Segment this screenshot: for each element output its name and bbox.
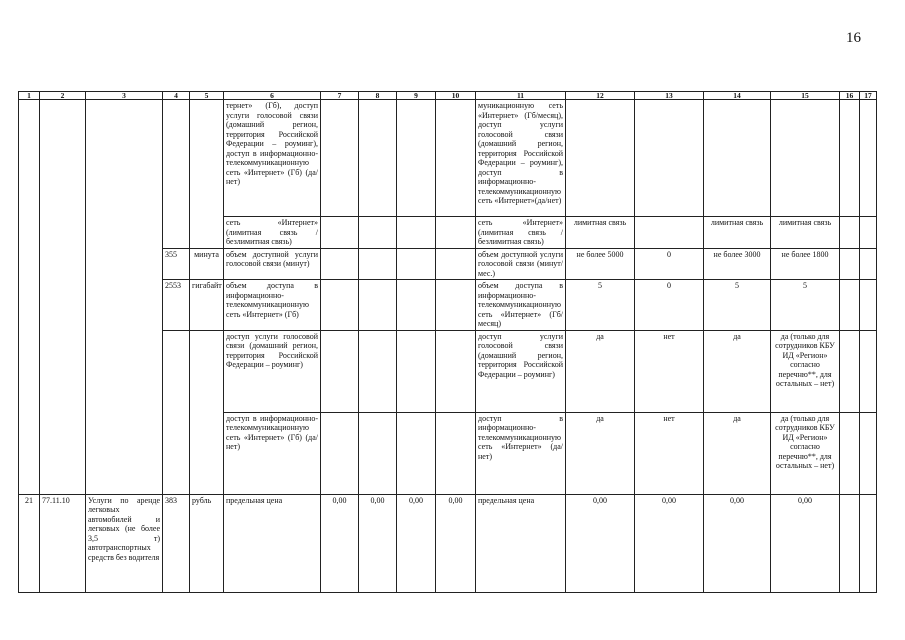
value-cell: да	[704, 412, 771, 494]
okpd-code-cell: 77.11.10	[40, 494, 86, 592]
page-number: 16	[846, 30, 861, 46]
cell	[359, 280, 397, 331]
characteristic-cell: доступ услуги голосовой связи (домашний регион, территория Российской Федерации – роуминг)	[224, 330, 321, 412]
characteristic-cell: сеть «Интернет» (лимитная связь / безлимитная связь)	[224, 217, 321, 249]
cell	[397, 280, 436, 331]
characteristic-cell: предельная цена	[476, 494, 566, 592]
value-cell: лимитная связь	[704, 217, 771, 249]
unit-name-cell: рубль	[190, 494, 224, 592]
characteristic-cell: объем доступа в информационно-телекоммуникационную сеть «Интернет» (Гб/месяц)	[476, 280, 566, 331]
col-header-5: 5	[190, 92, 224, 100]
cell	[860, 217, 877, 249]
cell	[840, 248, 860, 280]
characteristic-cell: объем доступа в информационно-телекоммуникационную сеть «Интернет» (Гб)	[224, 280, 321, 331]
value-cell: 0	[635, 248, 704, 280]
cell	[436, 100, 476, 217]
cell	[840, 217, 860, 249]
cell	[190, 330, 224, 494]
cell	[19, 100, 40, 495]
cell	[397, 330, 436, 412]
value-cell: да	[704, 330, 771, 412]
value-cell: не более 5000	[566, 248, 635, 280]
value-cell: 0,00	[359, 494, 397, 592]
cell	[321, 412, 359, 494]
cell	[321, 248, 359, 280]
requirements-table	[18, 91, 877, 593]
cell	[321, 280, 359, 331]
value-cell: да (только для сотрудников КБУ ИД «Регион» согласно перечню**, для остальных – нет)	[771, 330, 840, 412]
characteristic-cell: доступ в информационно-телекоммуникационную сеть «Интернет» (да/нет)	[476, 412, 566, 494]
value-cell: лимитная связь	[771, 217, 840, 249]
cell	[436, 412, 476, 494]
unit-name-cell: минута	[190, 248, 224, 280]
value-cell: 0	[635, 280, 704, 331]
unit-name-cell: гигабайт	[190, 280, 224, 331]
characteristic-cell: объем доступной услуги голосовой связи (минут/мес.)	[476, 248, 566, 280]
cell	[359, 100, 397, 217]
value-cell: 5	[566, 280, 635, 331]
table-row	[19, 494, 877, 592]
value-cell: 0,00	[704, 494, 771, 592]
value-cell: 0,00	[397, 494, 436, 592]
characteristic-cell: доступ в информационно-телекоммуникационную сеть «Интернет» (Гб) (да/нет)	[224, 412, 321, 494]
cell	[704, 100, 771, 217]
col-header-4: 4	[163, 92, 190, 100]
cell	[840, 330, 860, 412]
cell	[566, 100, 635, 217]
value-cell: да	[566, 412, 635, 494]
col-header-3: 3	[86, 92, 163, 100]
col-header-12: 12	[566, 92, 635, 100]
cell	[86, 100, 163, 495]
cell	[860, 330, 877, 412]
cell	[397, 100, 436, 217]
col-header-7: 7	[321, 92, 359, 100]
value-cell: не более 3000	[704, 248, 771, 280]
cell	[321, 217, 359, 249]
cell	[359, 248, 397, 280]
value-cell: 0,00	[566, 494, 635, 592]
value-cell: 5	[704, 280, 771, 331]
unit-code-cell: 2553	[163, 280, 190, 331]
value-cell: нет	[635, 330, 704, 412]
value-cell	[635, 217, 704, 249]
cell	[840, 280, 860, 331]
col-header-9: 9	[397, 92, 436, 100]
col-header-17: 17	[860, 92, 877, 100]
cell	[359, 412, 397, 494]
value-cell: 0,00	[635, 494, 704, 592]
col-header-13: 13	[635, 92, 704, 100]
value-cell: да	[566, 330, 635, 412]
cell	[840, 412, 860, 494]
characteristic-cell: доступ услуги голосовой связи (домашний регион, территория Российской Федерации – роуминг)	[476, 330, 566, 412]
col-header-1: 1	[19, 92, 40, 100]
characteristic-cell: сеть «Интернет» (лимитная связь / безлимитная связь)	[476, 217, 566, 249]
col-header-11: 11	[476, 92, 566, 100]
cell	[860, 412, 877, 494]
value-cell: 0,00	[321, 494, 359, 592]
cell	[190, 100, 224, 249]
col-header-16: 16	[840, 92, 860, 100]
value-cell: нет	[635, 412, 704, 494]
cell	[163, 100, 190, 249]
value-cell: лимитная связь	[566, 217, 635, 249]
col-header-6: 6	[224, 92, 321, 100]
cell	[359, 217, 397, 249]
cell	[860, 280, 877, 331]
cell	[436, 330, 476, 412]
cell	[40, 100, 86, 495]
row-number-cell: 21	[19, 494, 40, 592]
value-cell: да (только для сотрудников КБУ ИД «Регион» согласно перечню**, для остальных – нет)	[771, 412, 840, 494]
value-cell: 5	[771, 280, 840, 331]
cell	[840, 494, 860, 592]
unit-code-cell: 355	[163, 248, 190, 280]
cell	[321, 330, 359, 412]
cell	[163, 330, 190, 494]
col-header-15: 15	[771, 92, 840, 100]
cell	[860, 248, 877, 280]
cell	[436, 217, 476, 249]
value-cell: 0,00	[436, 494, 476, 592]
col-header-14: 14	[704, 92, 771, 100]
cell	[321, 100, 359, 217]
col-header-8: 8	[359, 92, 397, 100]
col-header-10: 10	[436, 92, 476, 100]
characteristic-cell: объем доступной услуги голосовой связи (минут)	[224, 248, 321, 280]
table-row	[19, 100, 877, 217]
cell	[860, 100, 877, 217]
cell	[397, 217, 436, 249]
cell	[436, 280, 476, 331]
characteristic-cell: тернет» (Гб), доступ услуги голосовой связи (домашний регион, территория Российской Федерации – роуминг), доступ в информационно-телекоммуникационную сеть «Интернет» (Гб) (да/нет)	[224, 100, 321, 217]
cell	[436, 248, 476, 280]
unit-code-cell: 383	[163, 494, 190, 592]
cell	[397, 412, 436, 494]
value-cell: не более 1800	[771, 248, 840, 280]
cell	[397, 248, 436, 280]
col-header-2: 2	[40, 92, 86, 100]
item-name-cell: Услуги по аренде легковых автомобилей и легковых (не более 3,5 т) автотранспортных средств без водителя	[86, 494, 163, 592]
cell	[771, 100, 840, 217]
cell	[359, 330, 397, 412]
characteristic-cell: муникационную сеть «Интернет» (Гб/месяц), доступ услуги голосовой связи (домашний регион, территория Российской Федерации – роуминг), доступ в информационно-телекоммуникационную сеть «Интернет»(да/нет)	[476, 100, 566, 217]
characteristic-cell: предельная цена	[224, 494, 321, 592]
value-cell: 0,00	[771, 494, 840, 592]
column-number-row	[19, 92, 877, 100]
cell	[635, 100, 704, 217]
cell	[860, 494, 877, 592]
cell	[840, 100, 860, 217]
